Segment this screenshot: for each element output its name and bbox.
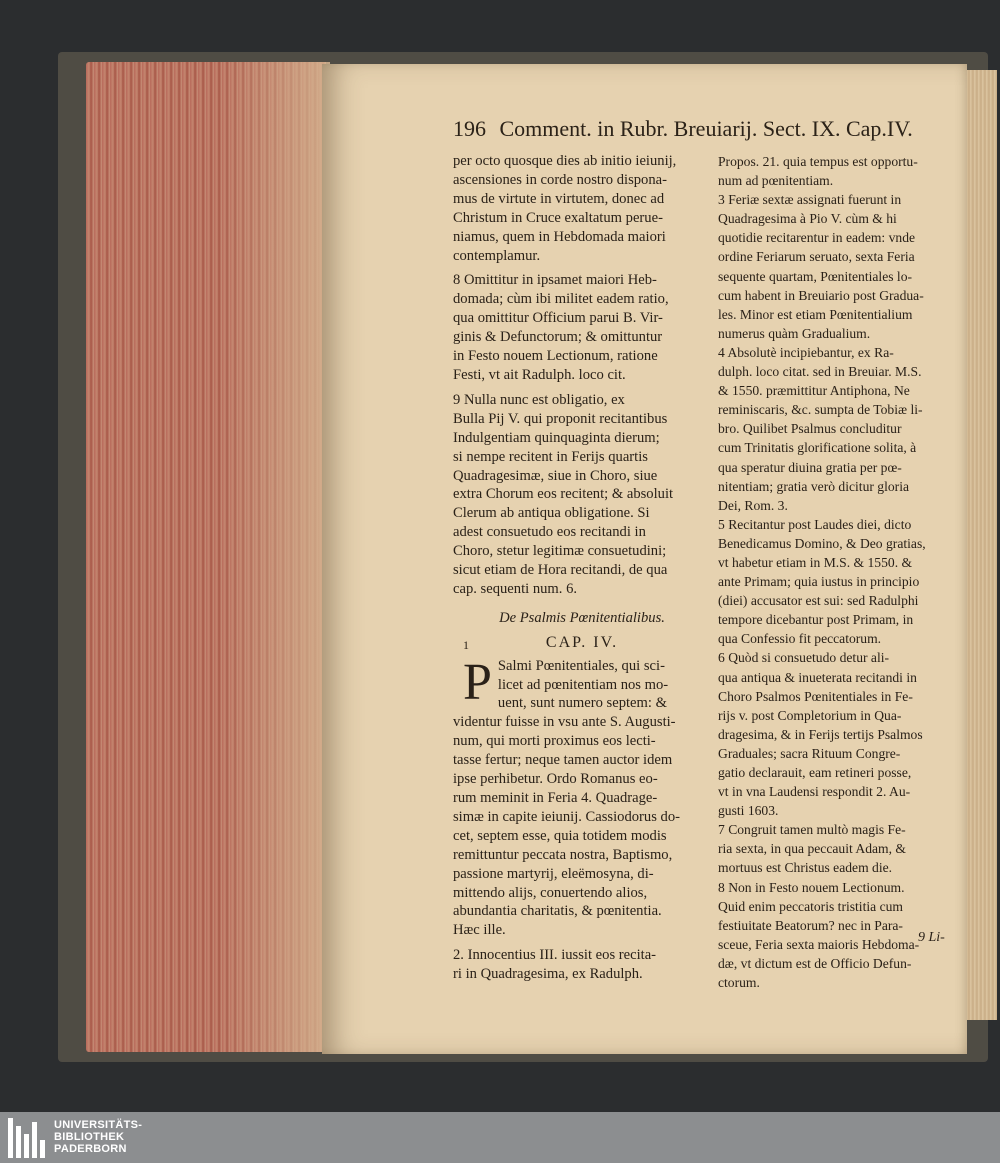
para-6: 6 Quòd si consuetudo detur ali- qua antiqua & inueterata recitandi in Choro Psalmos Pœnitentiales in Fe- rijs v. post Completorium in Qua- dragesima, & in Ferijs tertijs Psalmos Graduales; sacra Rituum Congre- gatio declarauit, eam retineri posse, vt in vna Laudensi respondit 2. Au- gusti 1603. xyxy=(718,650,923,819)
para-7: 7 Congruit tamen multò magis Fe- ria sexta, in qua peccauit Adam, & mortuus est Christus eadem die. xyxy=(718,822,906,876)
para-1: P Salmi Pœnitentiales, qui sci- licet ad pœnitentiam nos mo- uent, sunt numero septem: & videntur fuisse in vsu ante S. Augusti- num, qui morti proximus eos lecti- tasse fertur; neque tamen auctor idem ipse perhibetur. Ordo Romanus eo- rum meminit in Feria 4. Quadrage- simæ in capite ieiunij. Cassiodorus do- cet, septem esse, quia totidem modis remittuntur peccata nostra, Baptismo, passione martyrij, eleëmosyna, di- mittendo alijs, conuertendo alios, abundantia charitatis, & pœnitentia. Hæc ille. xyxy=(453,653,680,939)
right-column xyxy=(718,152,946,992)
left-column xyxy=(453,152,711,984)
running-header xyxy=(453,116,933,146)
library-logo-icon xyxy=(8,1118,48,1158)
para-8: 8 Omittitur in ipsamet maiori Heb- domada; cùm ibi militet eadem ratio, qua omittitur Officium parui B. Vir- ginis & Defunctorum; & omittuntur in Festo nouem Lectionum, ratione Festi, vt ait Radulph. loco cit. xyxy=(453,272,669,383)
running-title: Comment. in Rubr. Breuiarij. Sect. IX. Cap.IV. xyxy=(499,116,913,141)
right-page-edge xyxy=(967,70,997,1020)
para-9: 9 Nulla nunc est obligatio, ex Bulla Pij V. qui proponit recitantibus Indulgentiam quinquaginta dierum; si nempe recitent in Ferijs quartis Quadragesimæ, siue in Choro, siue extra Chorum eos recitent; & absoluit Clerum ab antiqua obligatione. Si adest consuetudo eos recitandi in Choro, stetur legitimæ consuetudini; sicut etiam de Hora recitandi, de qua cap. sequenti num. 6. xyxy=(453,391,674,597)
para-3: 3 Feriæ sextæ assignati fuerunt in Quadragesima à Pio V. cùm & hi quotidie recitarentur in eadem: vnde ordine Feriarum seruato, sexta Feria sequente quartam, Pœnitentiales lo- cum habent in Breuiario post Gradua- les. Minor est etiam Pœnitentialium numerus quàm Gradualium. xyxy=(718,192,924,341)
paragraph-marker: 1 xyxy=(463,638,469,652)
library-footer xyxy=(0,1112,1000,1163)
chapter-title: CAP. IV. xyxy=(545,633,619,651)
section-title: De Psalmis Pœnitentialibus. xyxy=(499,609,665,626)
page-number: 196 xyxy=(453,116,486,141)
drop-cap: P xyxy=(463,653,492,711)
library-name: UNIVERSITÄTS- BIBLIOTHEK PADERBORN xyxy=(54,1119,143,1155)
para-continuation: per octo quosque dies ab initio ieiunij, ascensiones in corde nostro dispona- mus de virtute in virtutem, donec ad Christum in Cruce exaltatum perue- niamus, quem in Hebdomada maiori contemplamur. xyxy=(453,153,677,264)
para-8-right: 8 Non in Festo nouem Lectionum. Quid enim peccatoris tristitia cum festiuitate Beatorum? nec in Para- sceue, Feria sexta maioris Hebdoma- dæ, vt dictum est de Officio Defun- ctorum. xyxy=(718,879,920,991)
catchword: 9 Li- xyxy=(918,930,945,945)
para-4: 4 Absolutè incipiebantur, ex Ra- dulph. loco citat. sed in Breuiar. M.S. & 1550. præmittitur Antiphona, Ne reminiscaris, &c. sumpta de Tobiæ li- bro. Quilibet Psalmus concluditur cum Trinitatis glorificatione solita, à qua speratur diuina gratia per pœ- nitentiam; gratia verò dicitur gloria Dei, Rom. 3. xyxy=(718,344,923,513)
para-continuation-right: Propos. 21. quia tempus est opportu- num ad pœnitentiam. xyxy=(718,154,918,189)
para-5: 5 Recitantur post Laudes diei, dicto Benedicamus Domino, & Deo gratias, vt habetur etiam in M.S. & 1550. & ante Primam; quia iustus in principio (diei) accusator est sui: sed Radulphi tempore dicebantur post Primam, in qua Confessio fit peccatorum. xyxy=(718,516,926,647)
para-2: 2. Innocentius III. iussit eos recita- ri in Quadragesima, ex Radulph. xyxy=(453,947,657,983)
page-edges-fade xyxy=(220,62,330,1052)
